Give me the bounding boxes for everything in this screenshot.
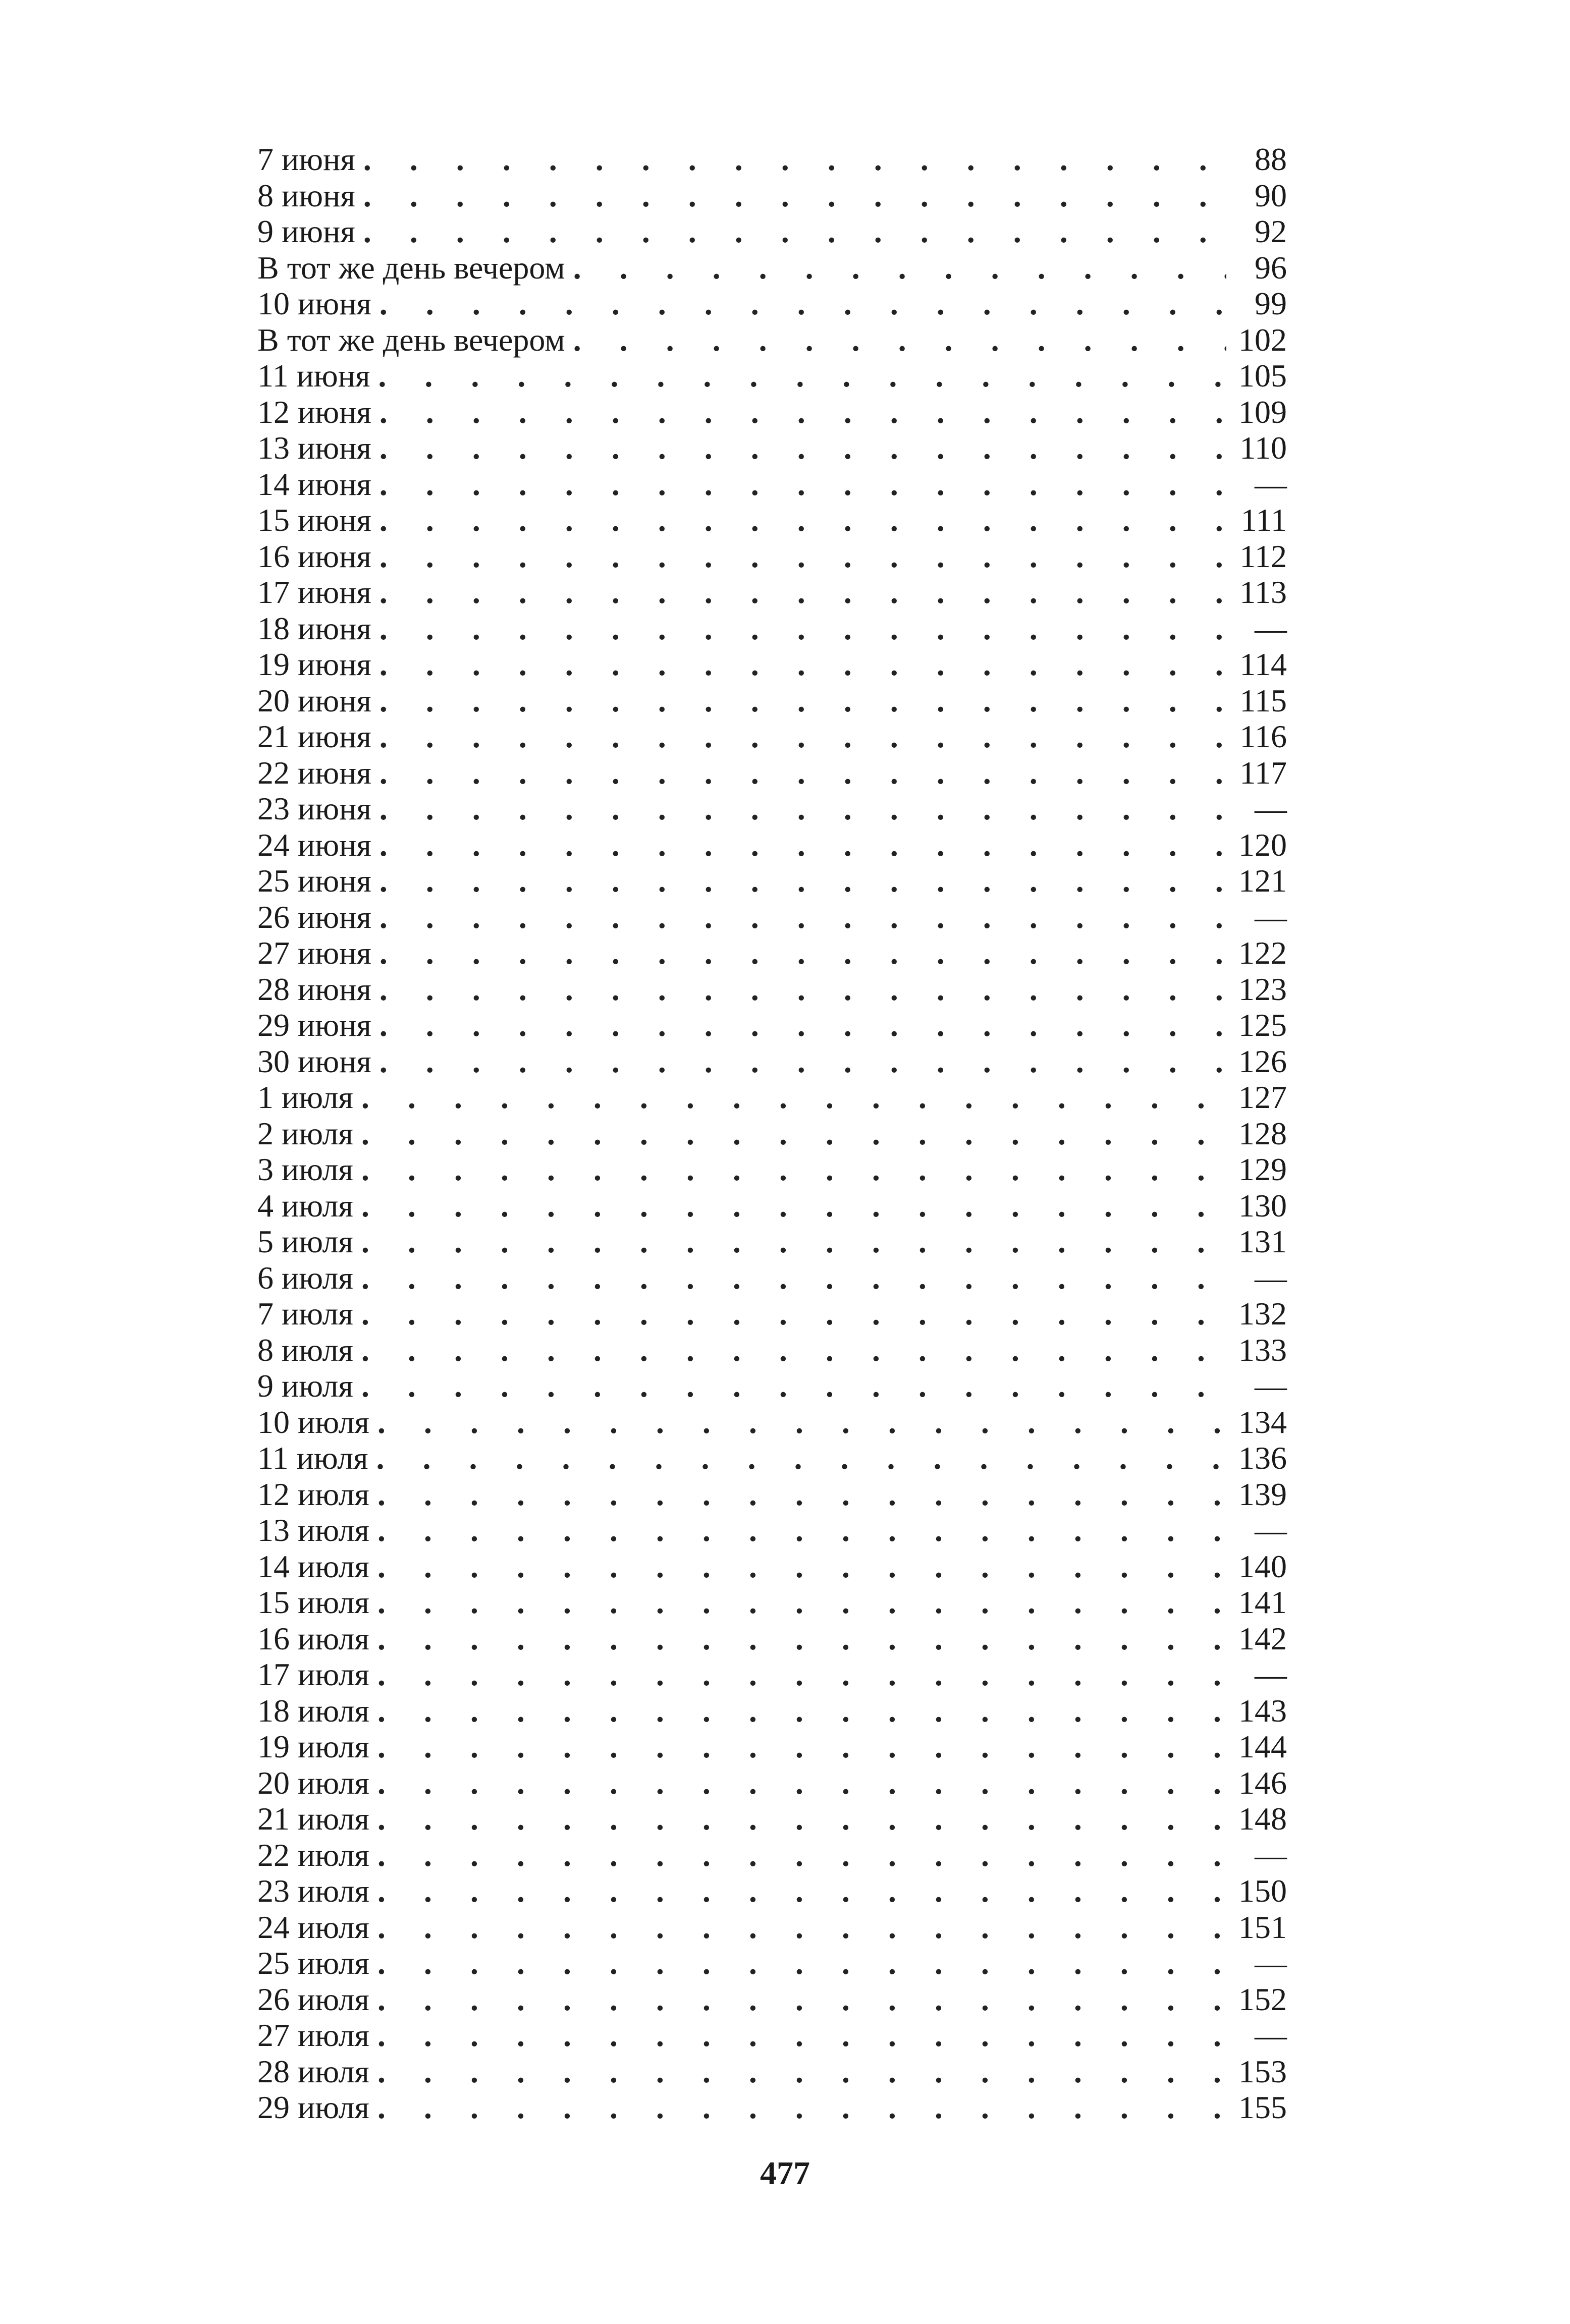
toc-entry-title: 29 июня [257, 1007, 371, 1043]
dot-leader [380, 611, 1226, 647]
dot-leader [380, 1043, 1226, 1080]
toc-entry [257, 430, 1287, 466]
toc-entry-title: 8 июля [257, 1332, 353, 1368]
dot-leader [380, 538, 1226, 575]
toc-entry-page: 133 [1238, 1332, 1287, 1368]
toc-entry-page: 134 [1238, 1404, 1287, 1440]
toc-entry-page: 90 [1255, 177, 1287, 213]
toc-entry [257, 1801, 1287, 1837]
dot-leader [377, 2017, 1226, 2054]
toc-entry-page: — [1255, 899, 1287, 935]
toc-entry-title: 25 июня [257, 863, 371, 899]
toc-entry-page: 92 [1255, 213, 1287, 249]
toc-entry-page: 96 [1255, 249, 1287, 286]
toc-entry [257, 1981, 1287, 2018]
toc-entry [257, 1476, 1287, 1513]
toc-entry [257, 646, 1287, 683]
toc-entry [257, 1729, 1287, 1765]
toc-entry [257, 718, 1287, 755]
toc-entry [257, 1837, 1287, 1873]
dot-leader [380, 286, 1226, 322]
toc-entry-title: 12 июля [257, 1476, 369, 1512]
dot-leader [380, 791, 1226, 827]
toc-entry [257, 1151, 1287, 1188]
toc-entry [257, 1693, 1287, 1729]
toc-entry [257, 2017, 1287, 2054]
toc-entry-title: 16 июля [257, 1620, 369, 1656]
toc-entry-page: 115 [1239, 682, 1287, 718]
dot-leader [377, 1837, 1226, 1873]
toc-entry [257, 1260, 1287, 1296]
toc-entry-page: — [1255, 1368, 1287, 1404]
toc-entry-title: 11 июня [257, 358, 370, 394]
toc-entry [257, 358, 1287, 394]
toc-entry [257, 466, 1287, 503]
toc-entry-title: 27 июня [257, 935, 371, 971]
toc-entry-title: 16 июня [257, 538, 371, 574]
dot-leader [361, 1332, 1226, 1368]
toc-entry-title: 3 июля [257, 1151, 353, 1187]
toc-entry-title: 20 июля [257, 1764, 369, 1801]
toc-entry-title: 18 июля [257, 1692, 369, 1729]
toc-entry-title: 28 июня [257, 971, 371, 1007]
toc-entry [257, 611, 1287, 647]
toc-entry-page: — [1255, 791, 1287, 826]
dot-leader [377, 1981, 1226, 2018]
toc-entry [257, 971, 1287, 1008]
toc-entry-title: 11 июля [257, 1440, 368, 1476]
dot-leader [377, 1909, 1226, 1946]
toc-entry [257, 1945, 1287, 1981]
toc-entry [257, 1440, 1287, 1476]
toc-entry-page: 127 [1238, 1079, 1287, 1115]
dot-leader [377, 1873, 1226, 1909]
toc-entry-page: 131 [1238, 1224, 1287, 1259]
dot-leader [380, 430, 1226, 466]
toc-entry-page: 146 [1238, 1764, 1287, 1801]
toc-entry [257, 1873, 1287, 1909]
dot-leader [377, 1404, 1226, 1441]
toc-entry-title: 28 июля [257, 2053, 369, 2089]
toc-entry-title: 22 июля [257, 1837, 369, 1873]
toc-entry [257, 1404, 1287, 1441]
toc-entry [257, 1224, 1287, 1260]
toc-entry-page: 151 [1238, 1909, 1287, 1945]
toc-entry-page: 130 [1238, 1187, 1287, 1224]
toc-entry-title: 8 июня [257, 177, 355, 213]
toc-entry [257, 1007, 1287, 1043]
toc-entry [257, 899, 1287, 935]
toc-entry-title: 21 июля [257, 1801, 369, 1837]
toc-entry-title: 27 июля [257, 2017, 369, 2053]
toc-entry-title: 23 июля [257, 1873, 369, 1909]
dot-leader [361, 1224, 1226, 1260]
toc-entry-page: — [1255, 610, 1287, 646]
toc-entry [257, 322, 1287, 358]
toc-entry [257, 2089, 1287, 2126]
dot-leader [361, 1116, 1226, 1152]
toc-entry [257, 791, 1287, 827]
toc-entry-page: 148 [1238, 1801, 1287, 1837]
toc-entry [257, 1656, 1287, 1693]
toc-entry-page: 125 [1238, 1007, 1287, 1043]
toc-entry [257, 1368, 1287, 1404]
toc-entry [257, 1909, 1287, 1946]
dot-leader [377, 1945, 1226, 1981]
toc-entry-title: 22 июня [257, 754, 371, 791]
dot-leader [377, 1512, 1226, 1548]
dot-leader [377, 1765, 1226, 1801]
dot-leader [380, 755, 1226, 791]
toc-entry [257, 935, 1287, 971]
toc-entry [257, 683, 1287, 719]
toc-entry-page: 152 [1238, 1981, 1287, 2017]
toc-entry-title: 14 июля [257, 1548, 369, 1584]
toc-entry-page: — [1255, 2017, 1287, 2053]
dot-leader [380, 646, 1226, 683]
toc-entry-title: 5 июля [257, 1224, 353, 1259]
toc-entry [257, 1116, 1287, 1152]
toc-entry-page: — [1255, 1259, 1287, 1296]
toc-entry-page: 116 [1239, 718, 1287, 754]
dot-leader [377, 1801, 1226, 1837]
dot-leader [361, 1260, 1226, 1296]
toc-entry [257, 250, 1287, 286]
dot-leader [377, 1621, 1226, 1657]
dot-leader [361, 1368, 1226, 1404]
toc-entry-page: 141 [1238, 1584, 1287, 1620]
toc-entry-page: — [1255, 466, 1287, 502]
toc-entry [257, 213, 1287, 250]
dot-leader [380, 863, 1226, 899]
toc-entry [257, 827, 1287, 863]
toc-entry-title: 17 июля [257, 1656, 369, 1692]
toc-entry [257, 1043, 1287, 1080]
toc-entry-title: 23 июня [257, 791, 371, 826]
toc-entry [257, 1584, 1287, 1621]
toc-entry-title: 2 июля [257, 1115, 353, 1151]
toc-entry-title: 15 июня [257, 502, 371, 538]
page-number: 477 [760, 2155, 810, 2192]
toc-entry-page: 123 [1238, 971, 1287, 1007]
toc-entry-page: 105 [1238, 358, 1287, 394]
toc-entry [257, 1548, 1287, 1585]
table-of-contents [257, 141, 1287, 2126]
dot-leader [377, 2089, 1226, 2126]
toc-entry [257, 1079, 1287, 1116]
dot-leader [376, 1440, 1226, 1476]
toc-entry-page: 155 [1238, 2089, 1287, 2125]
toc-entry [257, 1765, 1287, 1801]
toc-entry-title: 10 июня [257, 286, 371, 321]
toc-entry [257, 502, 1287, 538]
toc-entry-page: 110 [1239, 430, 1287, 466]
toc-entry [257, 1188, 1287, 1224]
dot-leader [378, 358, 1226, 394]
toc-entry-page: — [1255, 1837, 1287, 1873]
toc-entry-page: 143 [1238, 1692, 1287, 1729]
toc-entry-title: 20 июня [257, 682, 371, 718]
toc-entry [257, 286, 1287, 322]
toc-entry-page: 88 [1255, 141, 1287, 177]
dot-leader [377, 2054, 1226, 2090]
toc-entry-title: В тот же день вечером [257, 249, 565, 286]
toc-entry-page: 139 [1238, 1476, 1287, 1512]
toc-entry-title: 25 июля [257, 1945, 369, 1981]
dot-leader [380, 502, 1226, 538]
toc-entry-title: 6 июля [257, 1259, 353, 1296]
toc-entry-title: 19 июля [257, 1729, 369, 1764]
toc-entry [257, 394, 1287, 430]
toc-entry-page: 132 [1238, 1296, 1287, 1332]
toc-entry-title: 7 июня [257, 141, 355, 177]
dot-leader [377, 1584, 1226, 1621]
toc-entry-page: 128 [1238, 1115, 1287, 1151]
toc-entry-page: 122 [1238, 935, 1287, 971]
toc-entry-title: 24 июля [257, 1909, 369, 1945]
toc-entry-title: 9 июня [257, 213, 355, 249]
dot-leader [377, 1693, 1226, 1729]
toc-entry-title: 9 июля [257, 1368, 353, 1404]
dot-leader [380, 827, 1226, 863]
toc-entry-page: 102 [1238, 321, 1287, 358]
toc-entry-title: 26 июля [257, 1981, 369, 2017]
dot-leader [377, 1548, 1226, 1585]
dot-leader [380, 899, 1226, 935]
toc-entry-title: 7 июля [257, 1296, 353, 1332]
toc-entry-page: 140 [1238, 1548, 1287, 1584]
toc-entry-title: 30 июня [257, 1043, 371, 1079]
dot-leader [361, 1151, 1226, 1188]
toc-entry-title: 21 июня [257, 718, 371, 754]
toc-entry [257, 141, 1287, 178]
dot-leader [573, 250, 1226, 286]
dot-leader [377, 1656, 1226, 1693]
toc-entry-page: 136 [1238, 1440, 1287, 1476]
toc-entry-title: 1 июля [257, 1079, 353, 1115]
dot-leader [377, 1476, 1226, 1513]
toc-entry-page: 114 [1239, 646, 1287, 682]
toc-entry-page: 144 [1238, 1729, 1287, 1764]
toc-entry-title: 19 июня [257, 646, 371, 682]
dot-leader [363, 213, 1226, 250]
dot-leader [380, 718, 1226, 755]
toc-entry-title: 10 июля [257, 1404, 369, 1440]
toc-entry-page: 117 [1239, 754, 1287, 791]
dot-leader [380, 394, 1226, 430]
toc-entry-page: 120 [1238, 826, 1287, 863]
toc-entry-title: 24 июня [257, 826, 371, 863]
dot-leader [377, 1729, 1226, 1765]
toc-entry [257, 1621, 1287, 1657]
toc-entry-page: 111 [1240, 502, 1287, 538]
dot-leader [380, 683, 1226, 719]
toc-entry-title: 14 июня [257, 466, 371, 502]
toc-entry-title: 29 июля [257, 2089, 369, 2125]
dot-leader [361, 1079, 1226, 1116]
toc-entry-page: — [1255, 1945, 1287, 1981]
toc-entry-title: 4 июля [257, 1187, 353, 1224]
toc-entry [257, 2054, 1287, 2090]
dot-leader [380, 574, 1226, 611]
dot-leader [380, 935, 1226, 971]
toc-entry-title: 26 июня [257, 899, 371, 935]
toc-entry [257, 178, 1287, 214]
dot-leader [361, 1188, 1226, 1224]
toc-entry-title: 17 июня [257, 574, 371, 610]
dot-leader [363, 141, 1226, 178]
dot-leader [380, 971, 1226, 1008]
dot-leader [361, 1296, 1226, 1332]
toc-entry-page: 109 [1238, 394, 1287, 430]
toc-entry [257, 1332, 1287, 1368]
toc-entry-page: — [1255, 1656, 1287, 1692]
toc-entry-page: — [1255, 1512, 1287, 1548]
toc-entry-title: 13 июля [257, 1512, 369, 1548]
toc-entry-page: 142 [1238, 1620, 1287, 1656]
toc-entry-page: 113 [1239, 574, 1287, 610]
dot-leader [380, 466, 1226, 503]
toc-entry-page: 112 [1239, 538, 1287, 574]
dot-leader [573, 322, 1226, 358]
toc-entry-title: 15 июля [257, 1584, 369, 1620]
toc-entry-page: 121 [1238, 863, 1287, 899]
toc-entry [257, 1296, 1287, 1332]
toc-entry-page: 126 [1238, 1043, 1287, 1079]
toc-entry-page: 153 [1238, 2053, 1287, 2089]
toc-entry [257, 755, 1287, 791]
toc-entry-title: 18 июня [257, 610, 371, 646]
toc-entry [257, 863, 1287, 899]
toc-entry-page: 129 [1238, 1151, 1287, 1187]
toc-entry-page: 99 [1255, 286, 1287, 321]
toc-entry-title: 12 июня [257, 394, 371, 430]
dot-leader [363, 178, 1226, 214]
toc-entry-page: 150 [1238, 1873, 1287, 1909]
toc-entry-title: В тот же день вечером [257, 321, 565, 358]
toc-entry [257, 538, 1287, 575]
toc-entry-title: 13 июня [257, 430, 371, 466]
dot-leader [380, 1007, 1226, 1043]
toc-entry [257, 574, 1287, 611]
toc-entry [257, 1512, 1287, 1548]
